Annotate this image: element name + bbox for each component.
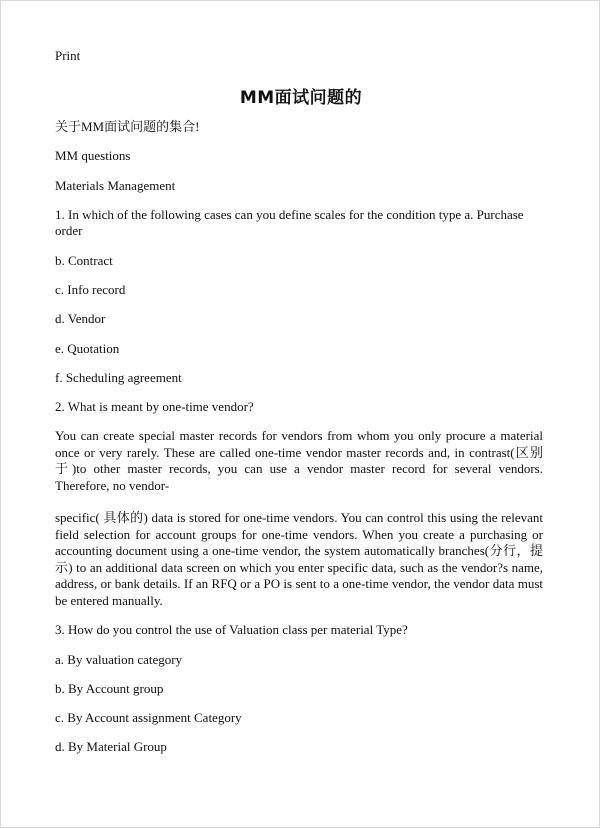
question-1: 1. In which of the following cases can you define scales for the condition type a. Purchase order — [55, 206, 524, 239]
question-1-option: b. Contract — [55, 252, 113, 268]
answer-2-paragraph-1: You can create special master records for vendors from whom you only procure a material once or very rarely. These are called one-time vendor master records and, in contrast(区别于)to other master records, you can use a vendor master record for several vendors. Therefore, no vendor- — [55, 428, 543, 493]
question-1-option: f. Scheduling agreement — [55, 369, 182, 385]
document-title: MM面试问题的 — [239, 88, 363, 108]
question-3-option: a. By valuation category — [55, 651, 183, 667]
question-3: 3. How do you control the use of Valuation class per material Type? — [55, 622, 408, 638]
question-3-option: d. By Material Group — [55, 739, 167, 755]
answer-2-paragraph-2: specific( 具体的) data is stored for one-time vendors. You can control this using the relevant field selection for account groups for one-time vendors. When you create a purchasing or accounting document using a one-time vendor, the system automatically branches(分行，提示) to an additional data screen on which you enter specific data, such as the vendor?s name, address, or bank details. If an RFQ or a PO is sent to a one-time vendor, the vendor data must be entered manually. — [55, 510, 543, 608]
question-1-option: c. Info record — [55, 281, 126, 297]
question-3-option: c. By Account assignment Category — [55, 710, 242, 726]
print-link[interactable]: Print — [55, 48, 81, 63]
subject-heading: Materials Management — [55, 177, 176, 193]
question-1-option: e. Quotation — [55, 340, 120, 356]
intro-text: 关于MM面试问题的集合! — [55, 119, 200, 134]
question-2: 2. What is meant by one-time vendor? — [55, 399, 254, 415]
section-heading: MM questions — [55, 148, 131, 164]
question-3-option: b. By Account group — [55, 680, 164, 696]
question-1-option: d. Vendor — [55, 311, 106, 327]
document-body — [55, 119, 543, 769]
